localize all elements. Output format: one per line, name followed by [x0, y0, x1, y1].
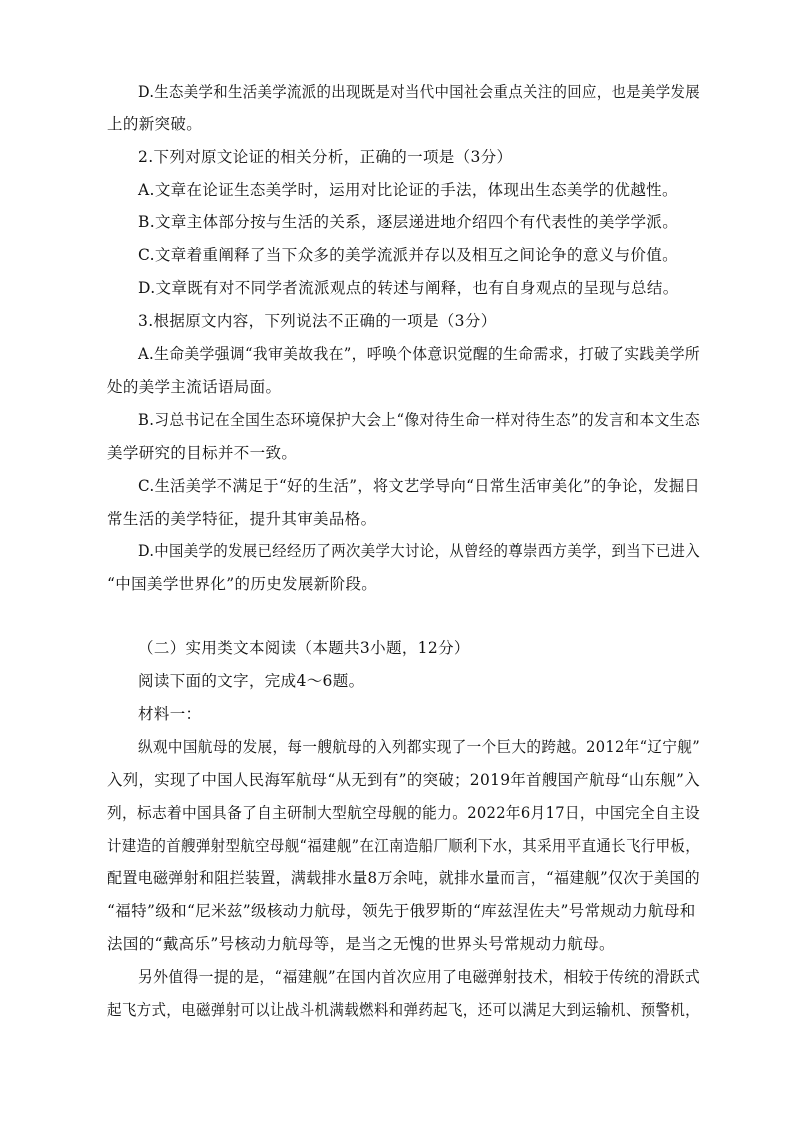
paragraph1-line: 纵观中国航母的发展，每一艘航母的入列都实现了一个巨大的跨越。2012年“辽宁舰”	[138, 738, 701, 756]
q3-option-a-line2: 处的美学主流话语局面。	[107, 378, 282, 396]
q3-option-b-line2: 美学研究的目标并不一致。	[107, 444, 298, 462]
q3-stem: 3.根据原文内容，下列说法不正确的一项是（3分）	[138, 312, 497, 330]
q2-option-c: C.文章着重阐释了当下众多的美学流派并存以及相互之间论争的意义与价值。	[138, 246, 678, 264]
q3-option-a-line1: A.生命美学强调“我审美故我在”，呼唤个体意识觉醒的生命需求，打破了实践美学所	[138, 345, 701, 363]
section2-heading: （二）实用类文本阅读（本题共3小题，12分）	[138, 639, 470, 657]
paragraph1-line: 计建造的首艘弹射型航空母舰“福建舰”在江南造船厂顺利下水，其采用平直通长飞行甲板，	[107, 837, 701, 855]
q3-option-d-line1: D.中国美学的发展已经经历了两次美学大讨论，从曾经的尊崇西方美学，到当下已进入	[138, 542, 700, 560]
q1-option-d-line1: D.生态美学和生活美学流派的出现既是对当代中国社会重点关注的回应，也是美学发展	[138, 83, 700, 101]
paragraph2-line: 另外值得一提的是，“福建舰”在国内首次应用了电磁弹射技术，相较于传统的滑跃式	[138, 968, 701, 986]
paragraph1-line: 法国的“戴高乐”号核动力航母等，是当之无愧的世界头号常规动力航母。	[107, 935, 615, 953]
paragraph1-line: 配置电磁弹射和阻拦装置，满载排水量8万余吨，就排水量而言，“福建舰”仅次于美国的	[107, 869, 700, 887]
q2-stem: 2.下列对原文论证的相关分析，正确的一项是（3分）	[138, 148, 513, 166]
q3-option-d-line2: “中国美学世界化”的历史发展新阶段。	[107, 575, 378, 593]
section2-instruction: 阅读下面的文字，完成4～6题。	[138, 672, 365, 690]
paragraph1-line: 列，标志着中国具备了自主研制大型航空母舰的能力。2022年6月17日，中国完全自主设	[107, 804, 700, 822]
q2-option-a: A.文章在论证生态美学时，运用对比论证的手法，体现出生态美学的优越性。	[138, 181, 678, 199]
paragraph1-line: “福特”级和“尼米兹”级核动力航母，领先于俄罗斯的“库兹涅佐夫”号常规动力航母和	[107, 902, 696, 920]
paragraph1-line: 入列，实现了中国人民海军航母“从无到有”的突破；2019年首艘国产航母“山东舰”入	[107, 771, 701, 789]
q3-option-c-line2: 常生活的美学特征，提升其审美品格。	[107, 510, 377, 528]
material-label: 材料一：	[138, 705, 202, 723]
q2-option-d: D.文章既有对不同学者流派观点的转述与阐释，也有自身观点的呈现与总结。	[138, 279, 679, 297]
q3-option-b-line1: B.习总书记在全国生态环境保护大会上“像对待生命一样对待生态”的发言和本文生态	[138, 411, 700, 429]
q3-option-c-line1: C.生活美学不满足于“好的生活”，将文艺学导向“日常生活审美化”的争论，发掘日	[138, 477, 700, 495]
paragraph2-line: 起飞方式，电磁弹射可以让战斗机满载燃料和弹药起飞，还可以满足大到运输机、预警机，	[107, 1001, 700, 1019]
q2-option-b: B.文章主体部分按与生活的关系，逐层递进地介绍四个有代表性的美学学派。	[138, 213, 679, 231]
q1-option-d-line2: 上的新突破。	[107, 115, 203, 133]
